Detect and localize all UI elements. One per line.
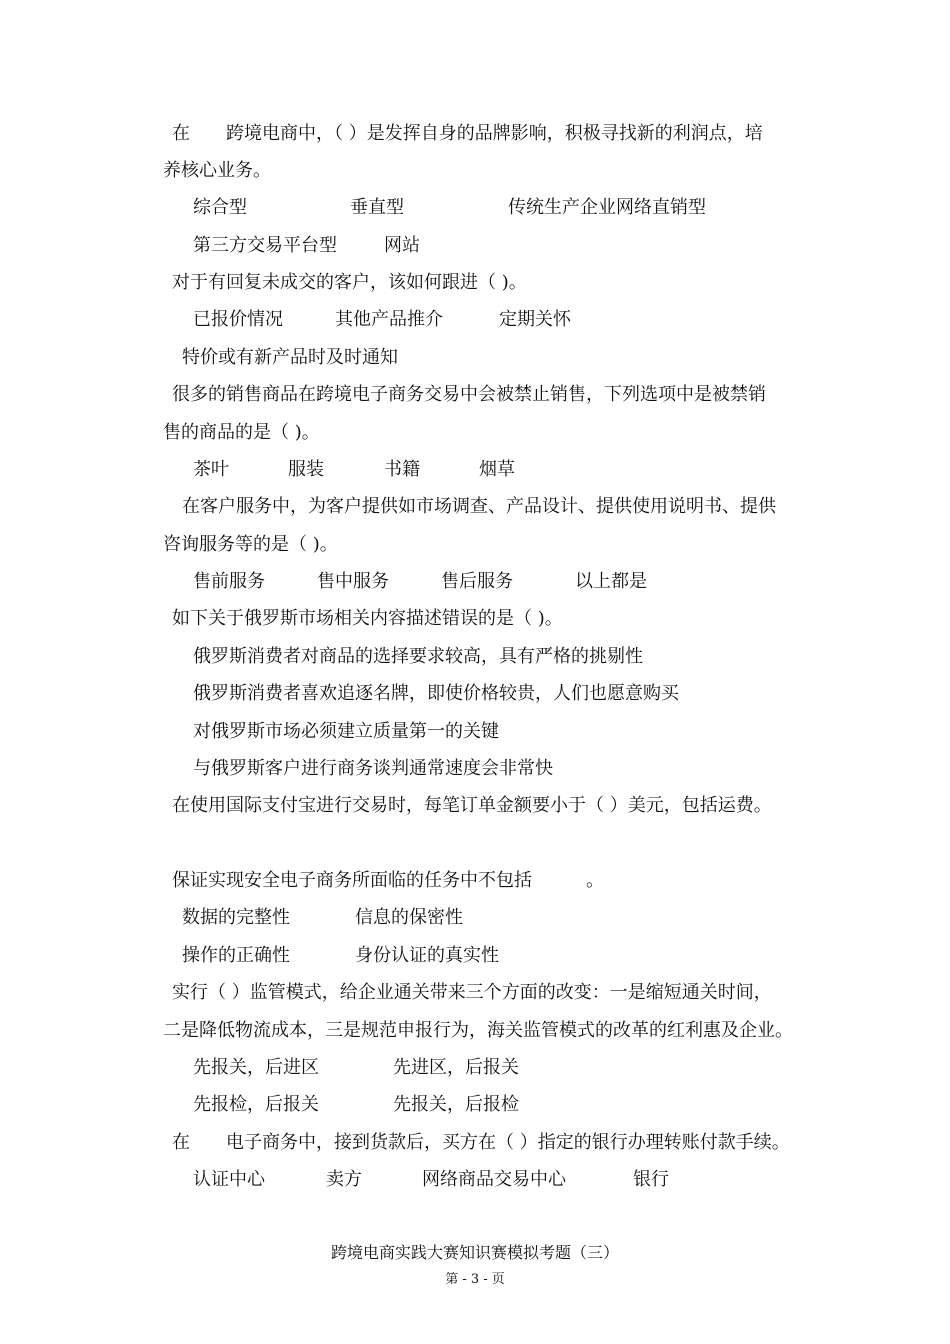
question-text: 在客户服务中，为客户提供如市场调查、产品设计、提供使用说明书、提供 — [182, 496, 776, 517]
option: 认证中心 — [193, 1169, 265, 1190]
footer-title: 跨境电商实践大赛知识赛模拟考题（三） — [330, 1243, 619, 1262]
option: 先报关，后进区 — [193, 1057, 319, 1078]
option: 特价或有新产品时及时通知 — [182, 347, 398, 368]
option: 对俄罗斯市场必须建立质量第一的关键 — [193, 721, 499, 742]
question-text: 在使用国际支付宝进行交易时，每笔订单金额要小于（ ）美元，包括运费。 — [172, 795, 772, 816]
question-text: 实行（ ）监管模式，给企业通关带来三个方面的改变：一是缩短通关时间， — [172, 982, 772, 1003]
question-text: 养核心业务。 — [163, 160, 271, 181]
question-text: 如下关于俄罗斯市场相关内容描述错误的是（ )。 — [172, 608, 563, 629]
option: 已报价情况 — [193, 309, 283, 330]
option: 俄罗斯消费者对商品的选择要求较高，具有严格的挑剔性 — [193, 646, 643, 667]
question-text: 咨询服务等的是（ )。 — [163, 534, 338, 555]
question-text: 二是降低物流成本，三是规范申报行为，海关监管模式的改革的红利惠及企业。 — [163, 1020, 793, 1041]
option: 信息的保密性 — [355, 907, 463, 928]
page-number: 第 - 3 - 页 — [445, 1272, 505, 1287]
option: 网站 — [384, 235, 420, 256]
option: 传统生产企业网络直销型 — [508, 197, 706, 218]
option: 身份认证的真实性 — [355, 945, 499, 966]
option: 操作的正确性 — [182, 945, 290, 966]
option: 茶叶 — [193, 459, 229, 480]
option: 网络商品交易中心 — [422, 1169, 566, 1190]
question-text: 售的商品的是（ )。 — [163, 422, 320, 443]
option: 售前服务 — [193, 571, 265, 592]
option: 服装 — [288, 459, 324, 480]
option: 售中服务 — [317, 571, 389, 592]
option: 烟草 — [479, 459, 515, 480]
option: 数据的完整性 — [182, 907, 290, 928]
option: 先报检，后报关 — [193, 1094, 319, 1115]
option: 第三方交易平台型 — [193, 235, 337, 256]
option: 与俄罗斯客户进行商务谈判通常速度会非常快 — [193, 758, 553, 779]
option: 售后服务 — [441, 571, 513, 592]
option: 综合型 — [193, 197, 247, 218]
option: 先报关，后报检 — [393, 1094, 519, 1115]
question-text: 在 跨境电商中，（ ）是发挥自身的品牌影响，积极寻找新的利润点，培 — [172, 123, 763, 144]
option: 卖方 — [326, 1169, 362, 1190]
option: 垂直型 — [350, 197, 404, 218]
question-text: 很多的销售商品在跨境电子商务交易中会被禁止销售，下列选项中是被禁销 — [172, 384, 766, 405]
option: 先进区，后报关 — [393, 1057, 519, 1078]
option: 书籍 — [384, 459, 420, 480]
option: 定期关怀 — [499, 309, 571, 330]
option: 银行 — [633, 1169, 669, 1190]
question-text: 对于有回复未成交的客户，该如何跟进（ )。 — [172, 272, 527, 293]
question-text: 在 电子商务中，接到货款后，买方在（ ）指定的银行办理转账付款手续。 — [172, 1132, 790, 1153]
option: 俄罗斯消费者喜欢追逐名牌，即使价格较贵，人们也愿意购买 — [193, 683, 679, 704]
question-text: 保证实现安全电子商务所面临的任务中不包括 。 — [172, 870, 604, 891]
option: 以上都是 — [575, 571, 647, 592]
option: 其他产品推介 — [335, 309, 443, 330]
